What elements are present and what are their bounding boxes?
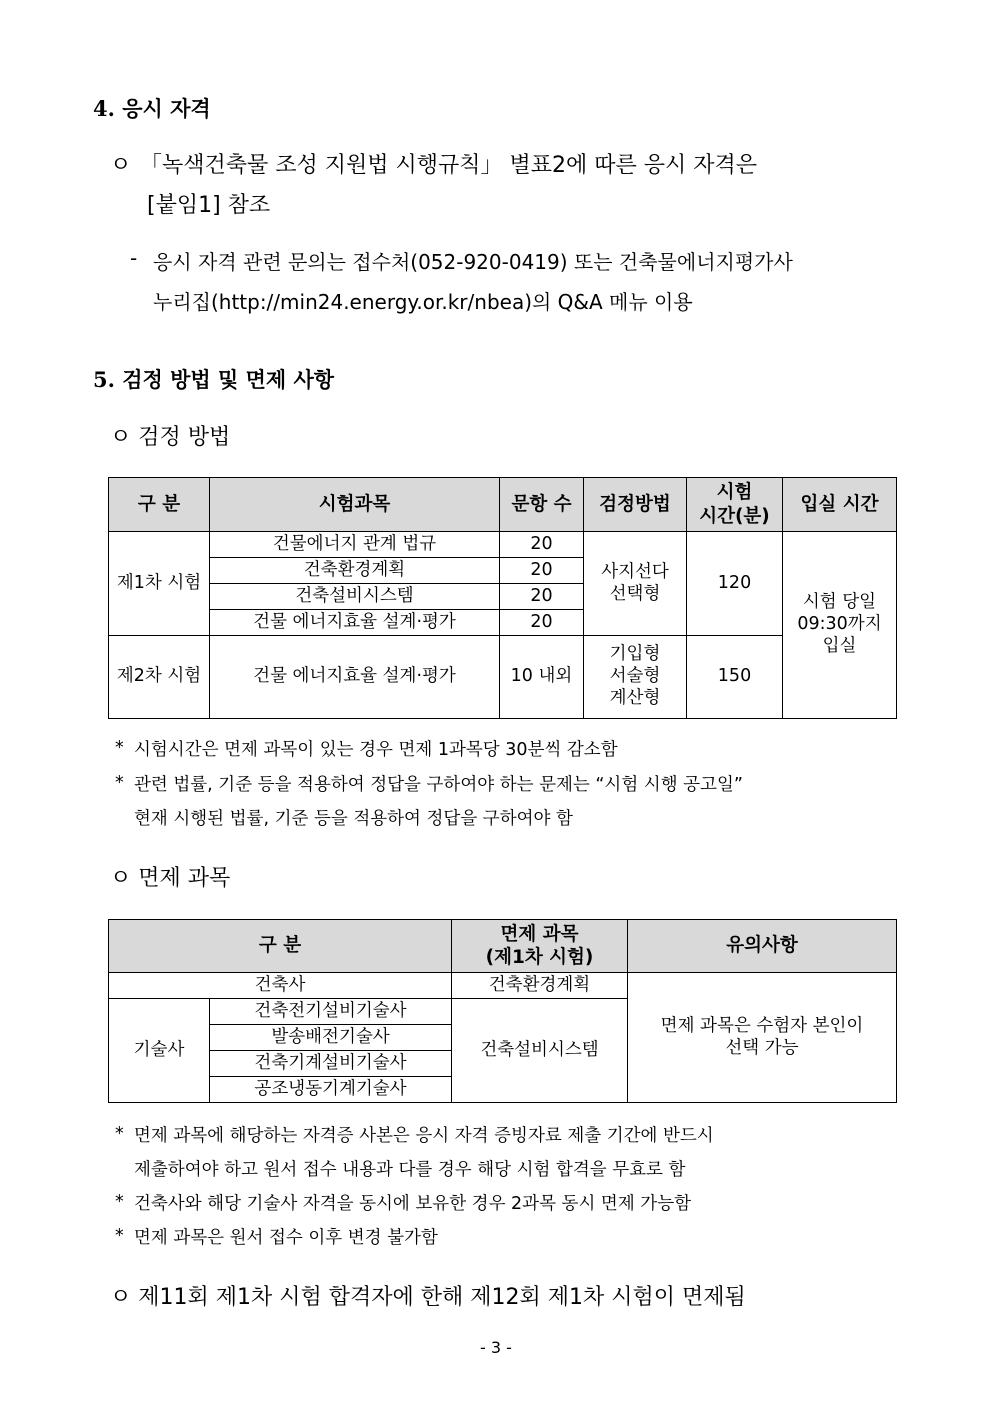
header-entry: 입실 시간: [783, 478, 897, 532]
header-category: 구 분: [109, 478, 210, 532]
subject-cell: 건축환경계획: [210, 558, 500, 584]
first-exam-label: 제1차 시험: [109, 532, 210, 636]
engineer-label: 기술사: [109, 999, 210, 1103]
second-exam-label: 제2차 시험: [109, 636, 210, 719]
subject-cell: 건물에너지 관계 법규: [210, 532, 500, 558]
second-exam-method: 기입형 서술형 계산형: [584, 636, 687, 719]
second-exam-count: 10 내외: [500, 636, 584, 719]
exempt-note-3: 면제 과목은 원서 접수 이후 변경 불가함: [134, 1228, 438, 1248]
exempt-header-subject: 면제 과목 (제1차 시험): [452, 920, 628, 973]
method-note-1: 시험시간은 면제 과목이 있는 경우 면제 1과목당 30분씩 감소함: [134, 740, 618, 760]
exam-method-table: [108, 477, 897, 719]
section-5-heading: 5. 검정 방법 및 면제 사항: [93, 367, 335, 392]
first-exam-method: 사지선다 선택형: [584, 532, 687, 636]
count-cell: 20: [500, 584, 584, 610]
exempt-header-note: 유의사항: [628, 920, 897, 973]
header-time: 시험 시간(분): [687, 478, 783, 532]
count-cell: 20: [500, 610, 584, 636]
dash-mark: -: [130, 246, 138, 270]
count-cell: 20: [500, 558, 584, 584]
note-mark: *: [115, 1192, 124, 1212]
method-title: ㅇ 검정 방법: [110, 425, 231, 450]
header-count: 문항 수: [500, 478, 584, 532]
engineer-type: 건축전기설비기술사: [210, 999, 452, 1025]
bullet-mark: ㅇ: [110, 153, 132, 178]
architect-subject: 건축환경계획: [452, 973, 628, 999]
method-note-2-line-1: 관련 법률, 기준 등을 적용하여 정답을 구하여야 하는 문제는 “시험 시행 공고일”: [134, 775, 743, 795]
count-cell: 20: [500, 532, 584, 558]
subject-cell: 건물 에너지효율 설계·평가: [210, 610, 500, 636]
subject-cell: 건축설비시스템: [210, 584, 500, 610]
exempt-header-category: 구 분: [109, 920, 452, 973]
entry-time: 시험 당일 09:30까지 입실: [783, 532, 897, 719]
exempt-note-1-line-2: 제출하여야 하고 원서 접수 내용과 다를 경우 해당 시험 합격을 무효로 함: [134, 1160, 686, 1180]
first-exam-time: 120: [687, 532, 783, 636]
eligibility-line-2: [붙임1] 참조: [147, 193, 271, 218]
exempt-note-2: 건축사와 해당 기술사 자격을 동시에 보유한 경우 2과목 동시 면제 가능함: [134, 1194, 692, 1214]
eligibility-line-1: 「녹색건축물 조성 지원법 시행규칙」 별표2에 따른 응시 자격은: [140, 153, 757, 178]
exempt-title: ㅇ 면제 과목: [110, 866, 231, 891]
architect-label: 건축사: [109, 973, 452, 999]
final-bullet: ㅇ 제11회 제1차 시험 합격자에 한해 제12회 제1차 시험이 면제됨: [110, 1285, 746, 1310]
note-mark: *: [115, 1226, 124, 1246]
inquiry-line-2: 누리집(http://min24.energy.or.kr/nbea)의 Q&A 메뉴 이용: [153, 290, 693, 314]
inquiry-line-1: 응시 자격 관련 문의는 접수처(052-920-0419) 또는 건축물에너지평가사: [153, 250, 793, 274]
engineer-type: 발송배전기술사: [210, 1025, 452, 1051]
exemption-table: [108, 919, 897, 1103]
header-method: 검정방법: [584, 478, 687, 532]
engineer-type: 공조냉동기계기술사: [210, 1077, 452, 1103]
note-mark: *: [115, 773, 124, 793]
section-4-heading: 4. 응시 자격: [93, 96, 211, 121]
second-exam-subject: 건물 에너지효율 설계·평가: [210, 636, 500, 719]
method-note-2-line-2: 현재 시행된 법률, 기준 등을 적용하여 정답을 구하여야 함: [134, 809, 573, 829]
engineer-subject: 건축설비시스템: [452, 999, 628, 1103]
second-exam-time: 150: [687, 636, 783, 719]
exempt-note: 면제 과목은 수험자 본인이 선택 가능: [628, 973, 897, 1103]
note-mark: *: [115, 1124, 124, 1144]
page-number: - 3 -: [480, 1338, 512, 1357]
engineer-type: 건축기계설비기술사: [210, 1051, 452, 1077]
exempt-note-1-line-1: 면제 과목에 해당하는 자격증 사본은 응시 자격 증빙자료 제출 기간에 반드시: [134, 1126, 714, 1146]
header-subject: 시험과목: [210, 478, 500, 532]
note-mark: *: [115, 738, 124, 758]
